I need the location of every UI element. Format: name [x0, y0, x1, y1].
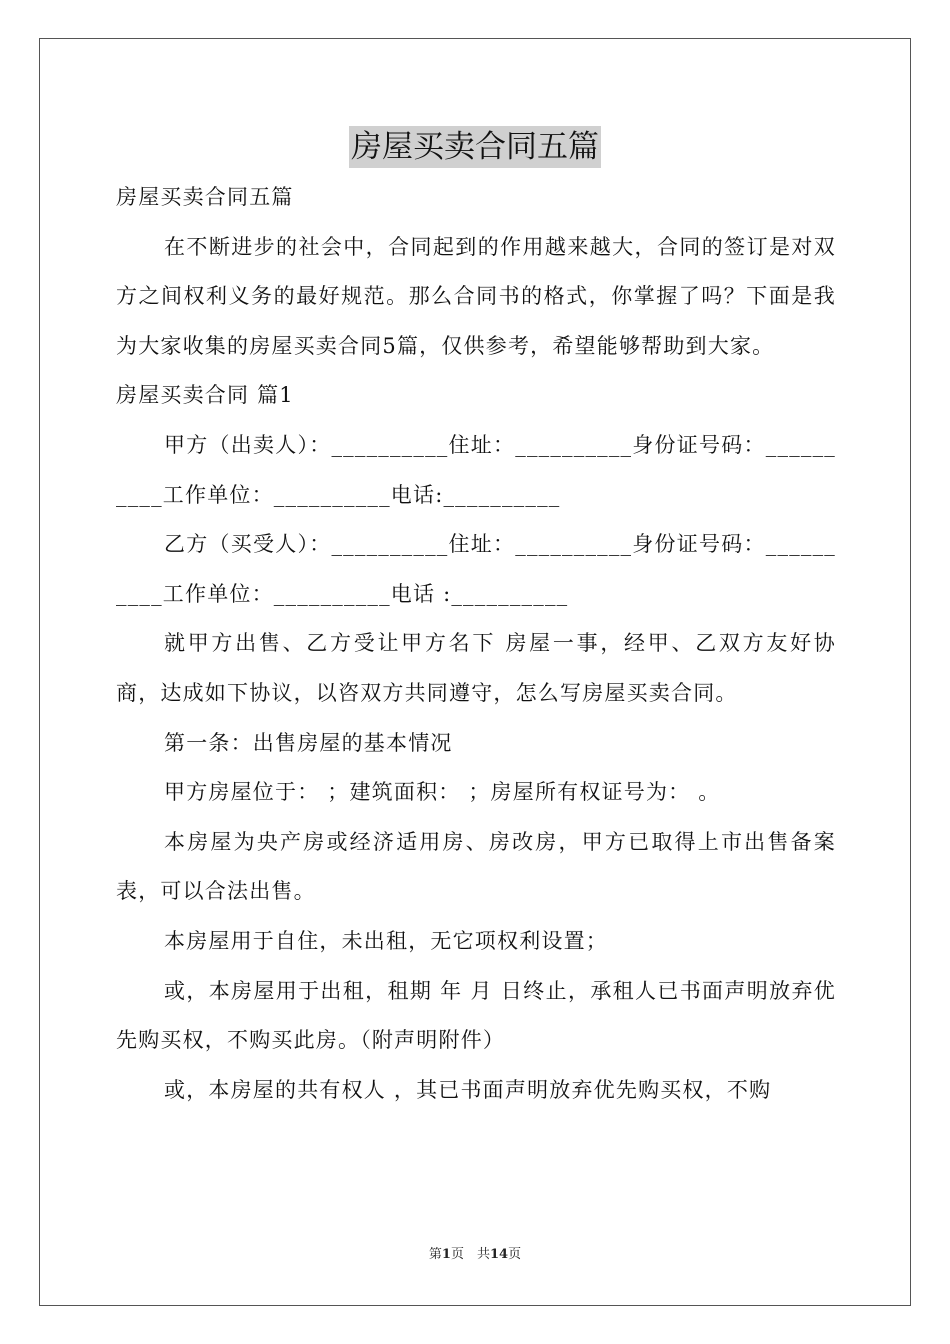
paragraph-intro: 在不断进步的社会中，合同起到的作用越来越大，合同的签订是对双方之间权利义务的最好规范。那么合同书的格式，你掌握了吗？下面是我为大家收集的房屋买卖合同5篇，仅供参考，希望能够帮助到大家。	[116, 234, 836, 358]
paragraph-section-heading: 房屋买卖合同 篇1	[116, 383, 294, 408]
paragraph-article-one: 第一条：出售房屋的基本情况	[164, 730, 453, 755]
footer-mid: 页 共	[450, 1247, 490, 1262]
paragraph-party-b: 乙方（买受人）：__________住址：__________身份证号码：__________工作单位：__________电话 :__________	[116, 532, 836, 606]
footer-suffix: 页	[508, 1247, 522, 1262]
paragraph-co-owner: 或，本房屋的共有权人 ，其已书面声明放弃优先购买权，不购	[164, 1077, 772, 1102]
paragraph-self-use: 本房屋用于自住，未出租，无它项权利设置；	[164, 928, 608, 953]
paragraph-party-a: 甲方（出卖人）：__________住址：__________身份证号码：__________工作单位：__________电话:__________	[116, 432, 836, 507]
page-footer	[0, 1246, 950, 1264]
document-body	[116, 173, 836, 1115]
paragraph-rental: 或，本房屋用于出租，租期 年 月 日终止，承租人已书面声明放弃优先购买权，不购买此房。（附声明附件）	[116, 978, 836, 1053]
title-container	[0, 126, 950, 168]
footer-page-number: 1	[441, 1247, 451, 1262]
paragraph-agreement: 就甲方出售、乙方受让甲方名下 房屋一事，经甲、乙双方友好协商，达成如下协议，以咨双方共同遵守，怎么写房屋买卖合同。	[116, 631, 836, 705]
paragraph-property-type: 本房屋为央产房或经济适用房、房改房，甲方已取得上市出售备案表，可以合法出售。	[116, 829, 836, 904]
paragraph-location: 甲方房屋位于： ；建筑面积： ；房屋所有权证号为： 。	[164, 780, 721, 805]
footer-total-pages: 14	[489, 1247, 509, 1262]
paragraph-subtitle: 房屋买卖合同五篇	[116, 185, 294, 209]
footer-prefix: 第	[428, 1247, 442, 1262]
document-title: 房屋买卖合同五篇	[349, 126, 601, 168]
